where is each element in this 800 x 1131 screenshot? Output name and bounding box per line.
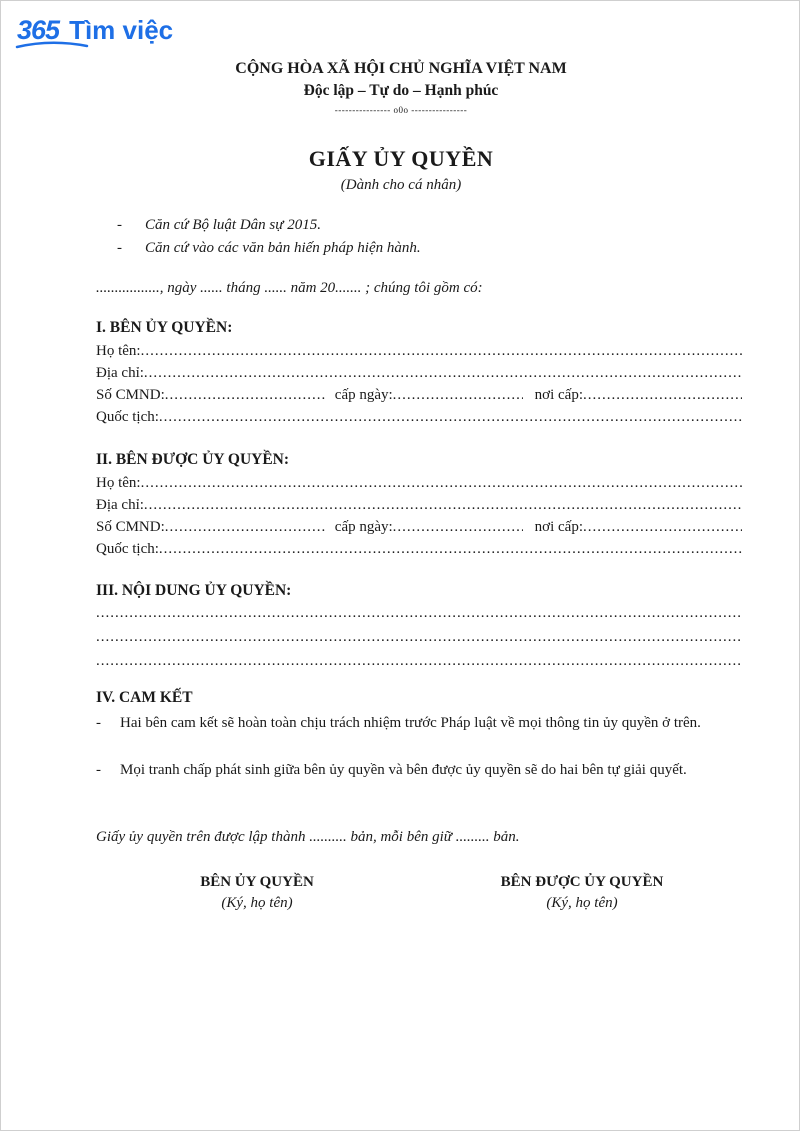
signature-party: BÊN ỦY QUYỀN bbox=[200, 874, 314, 890]
grantee-name-field[interactable] bbox=[96, 475, 742, 492]
commitment-text: Hai bên cam kết sẽ hoàn toàn chịu trách nhiệm trước Pháp luật về mọi thông tin ủy quyền ở trên. bbox=[120, 715, 701, 731]
grantor-name-field[interactable] bbox=[96, 343, 742, 360]
section-heading-grantee: II. BÊN ĐƯỢC ỦY QUYỀN: bbox=[96, 451, 290, 468]
field-label: nơi cấp: bbox=[534, 519, 584, 535]
field-label: Họ tên: bbox=[96, 475, 141, 491]
grantee-address-field[interactable] bbox=[96, 497, 742, 514]
field-label: Số CMND: bbox=[96, 387, 165, 403]
fill-line bbox=[393, 519, 523, 536]
grantor-nationality-field[interactable] bbox=[96, 409, 742, 426]
signature-block-grantee bbox=[467, 874, 697, 912]
field-label: Địa chỉ: bbox=[96, 365, 144, 381]
fill-line bbox=[144, 497, 742, 514]
commitment-item bbox=[96, 712, 744, 735]
field-label: Số CMND: bbox=[96, 519, 165, 535]
grantor-address-field[interactable] bbox=[96, 365, 742, 382]
signature-party: BÊN ĐƯỢC ỦY QUYỀN bbox=[500, 874, 664, 890]
closing-statement: Giấy ủy quyền trên được lập thành .......... bản, mỗi bên giữ ......... bản. bbox=[96, 829, 520, 845]
date-line: ................., ngày ...... tháng ...... năm 20....... ; chúng tôi gồm có: bbox=[96, 280, 483, 296]
content-line[interactable] bbox=[96, 605, 742, 622]
document-subtitle: (Dành cho cá nhân) bbox=[340, 177, 462, 193]
field-label: Quốc tịch: bbox=[96, 541, 159, 557]
signature-block-grantor bbox=[157, 874, 357, 912]
field-label: nơi cấp: bbox=[534, 387, 584, 403]
basis-text: Căn cứ vào các văn bản hiến pháp hiện hành. bbox=[145, 240, 421, 256]
field-label: Địa chỉ: bbox=[96, 497, 144, 513]
field-label: Họ tên: bbox=[96, 343, 141, 359]
bullet-dash: - bbox=[96, 715, 101, 731]
content-line[interactable] bbox=[96, 629, 742, 646]
logo-number: 365 bbox=[17, 15, 60, 45]
field-label: Quốc tịch: bbox=[96, 409, 159, 425]
fill-line bbox=[144, 365, 742, 382]
field-label: cấp ngày: bbox=[334, 519, 393, 535]
brand-logo[interactable] bbox=[17, 15, 173, 46]
section-heading-content: III. NỘI DUNG ỦY QUYỀN: bbox=[96, 582, 292, 599]
grantee-nationality-field[interactable] bbox=[96, 541, 742, 558]
commitment-text: Mọi tranh chấp phát sinh giữa bên ủy quyền và bên được ủy quyền sẽ do hai bên tự giải quyết. bbox=[120, 762, 687, 778]
commitment-item bbox=[96, 759, 744, 782]
logo-swoosh-icon bbox=[15, 41, 89, 49]
fill-line bbox=[159, 409, 742, 426]
fill-line bbox=[165, 519, 325, 536]
fill-line bbox=[583, 387, 742, 404]
national-title: CỘNG HÒA XÃ HỘI CHỦ NGHĨA VIỆT NAM bbox=[235, 60, 567, 77]
fill-line bbox=[141, 475, 742, 492]
signature-hint: (Ký, họ tên) bbox=[221, 895, 293, 911]
field-label: cấp ngày: bbox=[334, 387, 393, 403]
basis-item bbox=[117, 240, 421, 257]
signature-hint: (Ký, họ tên) bbox=[546, 895, 618, 911]
fill-line bbox=[159, 541, 742, 558]
basis-item bbox=[117, 217, 321, 234]
fill-line bbox=[165, 387, 325, 404]
fill-line bbox=[141, 343, 742, 360]
section-heading-grantor: I. BÊN ỦY QUYỀN: bbox=[96, 319, 233, 336]
document-title: GIẤY ỦY QUYỀN bbox=[308, 146, 494, 171]
bullet-dash: - bbox=[96, 762, 101, 778]
logo-text: Tìm việc bbox=[69, 15, 174, 45]
grantee-id-field[interactable] bbox=[96, 519, 742, 536]
fill-line bbox=[393, 387, 523, 404]
grantor-id-field[interactable] bbox=[96, 387, 742, 404]
section-heading-commitment: IV. CAM KẾT bbox=[96, 689, 193, 706]
bullet-dash: - bbox=[117, 217, 122, 233]
fill-line bbox=[583, 519, 742, 536]
basis-text: Căn cứ Bộ luật Dân sự 2015. bbox=[145, 217, 321, 233]
header-divider: ---------------- o0o ---------------- bbox=[334, 105, 468, 115]
content-line[interactable] bbox=[96, 653, 742, 670]
bullet-dash: - bbox=[117, 240, 122, 256]
national-motto: Độc lập – Tự do – Hạnh phúc bbox=[303, 82, 499, 99]
